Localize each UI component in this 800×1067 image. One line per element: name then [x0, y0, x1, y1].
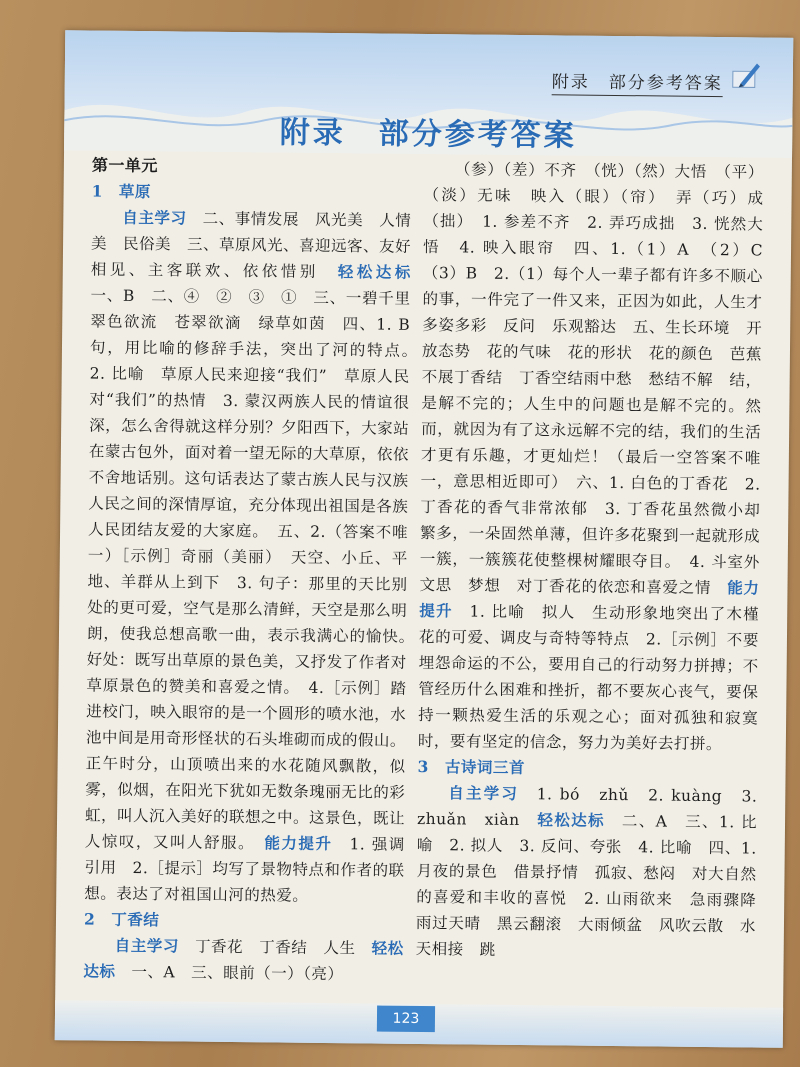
- answer-paragraph: [84, 204, 427, 909]
- lesson-heading: 3 古诗词三首: [417, 756, 526, 778]
- section-tag: 自主学习: [114, 935, 196, 956]
- answer-paragraph: [415, 780, 773, 966]
- answer-text: 一、B 二、④ ② ③ ① 三、一碧千里 翠色欲流 苍翠欲滴 绿草如茵 四、1. B句，用比喻的修辞手法，突出了河的特点。 2. 比喻 草原人民来迎接“我们” 草原人民对“我们”的热情 3. 蒙汉两族人民的情谊很深，怎么舍得就这样分别？夕阳西下，大家站在蒙古包外，面对着一望无际的大草原，依依不舍地话别。这句话表达了蒙古族人民与汉族人民之间的深情厚谊，充分体现出祖国是各族人民团结友爱的大家庭。 五、2.（答案不唯一）［示例］奇丽（美丽） 天空、小丘、平地、羊群从上到下 3. 句子：那里的天比别处的更可爱，空气是那么清鲜，天空是那么明朗，使我总想高歌一曲，表示我满心的愉快。 好处：既写出草原的景色美，又抒发了作者对草原景色的赞美和喜爱之情。 4.［示例］踏进校门，映入眼帘的是一个圆形的喷水池，水池中间是用奇形怪状的石头堆砌而成的假山。正午时分，山顶喷出来的水花随风飘散，似雾，似烟，在阳光下犹如无数条瑰丽无比的彩虹，叫人沉入美好的联想之中。这景色，既让人惊叹，又叫人舒服。: [84, 286, 427, 853]
- section-tag: 自主学习: [122, 207, 203, 228]
- section-tag: 自主学习: [448, 783, 537, 804]
- textbook-page: [55, 30, 794, 1048]
- section-tag: 能力提升: [264, 833, 350, 854]
- right-column: [415, 156, 780, 966]
- page-title: 附录 部分参考答案: [279, 115, 577, 154]
- answer-text: 丁香花 丁香结 人生: [194, 937, 372, 958]
- answer-text: 二、A 三、1. 比喻 2. 拟人 3. 反问、夸张 4. 比喻 四、1. 月夜的景色 借景抒情 孤寂、愁闷 对大自然的喜爱和丰收的喜悦 2. 山雨欲来 急雨骤降 雨过天晴 黑云翻滚 大雨倾盆 风吹云散 水天相接 跳: [415, 812, 773, 959]
- page-number: 123: [377, 1006, 435, 1033]
- answer-text: 二、事情发展 风光美 人情美 民俗美 三、草原风光、喜迎远客、友好相见、主客联欢、依依惜别: [90, 209, 412, 282]
- section-tag: 轻松达标: [83, 938, 404, 981]
- section-tag: 轻松达标: [537, 810, 622, 831]
- answer-paragraph: [83, 932, 404, 987]
- answer-text: 一、A 三、眼前（一）（亮）: [131, 962, 344, 984]
- answer-text: 1. 强调 引用 2.［提示］均写了景物特点和作者的联想。表达了对祖国山河的热爱。: [84, 835, 421, 905]
- lesson-heading: 1 草原: [91, 181, 152, 202]
- running-header: 附录 部分参考答案: [552, 67, 723, 97]
- answer-text: 1. bó zhǔ 2. kuàng 3. zhuǎn xiàn: [416, 785, 758, 830]
- section-tag: 能力提升: [419, 578, 760, 621]
- lesson-heading: 2 丁香结: [83, 909, 160, 930]
- answer-text: 1. 比喻 拟人 生动形象地突出了木槿花的可爱、调皮与奇特等特点 2.［示例］不要埋怨命运的不公，要用自己的行动努力拼搏；不管经历什么困难和挫折，都不要灰心丧气，要保持一颗热爱生活的乐观之心；面对孤独和寂寞时，要有坚定的信念，努力为美好去打拼。: [417, 602, 760, 754]
- answer-paragraph: [417, 156, 780, 758]
- pen-icon: [729, 57, 763, 91]
- unit-heading: 第一单元: [91, 155, 159, 176]
- section-tag: 轻松达标: [337, 262, 427, 283]
- answer-text: （参）（差）不齐 （恍）（然）大悟 （平）（淡）无味 映入（眼）（帘） 弄（巧）成（拙） 1. 参差不齐 2. 弄巧成拙 3. 恍然大悟 4. 映入眼帘 四、1.（1）A （2）C （3）B 2.（1）每个人一辈子都有许多不顺心的事，一件完了一件又来，正因为如此，人生才多姿多彩 反问 乐观豁达 五、生长环境 开放态势 花的气味 花的形状 花的颜色 芭蕉不展丁香结 丁香空结雨中愁 愁结不解 结，是解不完的；人生中的问题也是解不完的。然而，就因为有了这永远解不完的结，我们的生活才更有乐趣，才更灿烂！（最后一空答案不唯一，意思相近即可） 六、1. 白色的丁香花 2. 丁香花的香气非常浓郁 3. 丁香花虽然微小却繁多，一朵固然单薄，但许多花聚到一起就形成一簇，一簇簇花使整棵树耀眼夺目。 4. 斗室外 文思 梦想 对丁香花的依恋和喜爱之情: [419, 160, 780, 598]
- left-column: [83, 153, 427, 988]
